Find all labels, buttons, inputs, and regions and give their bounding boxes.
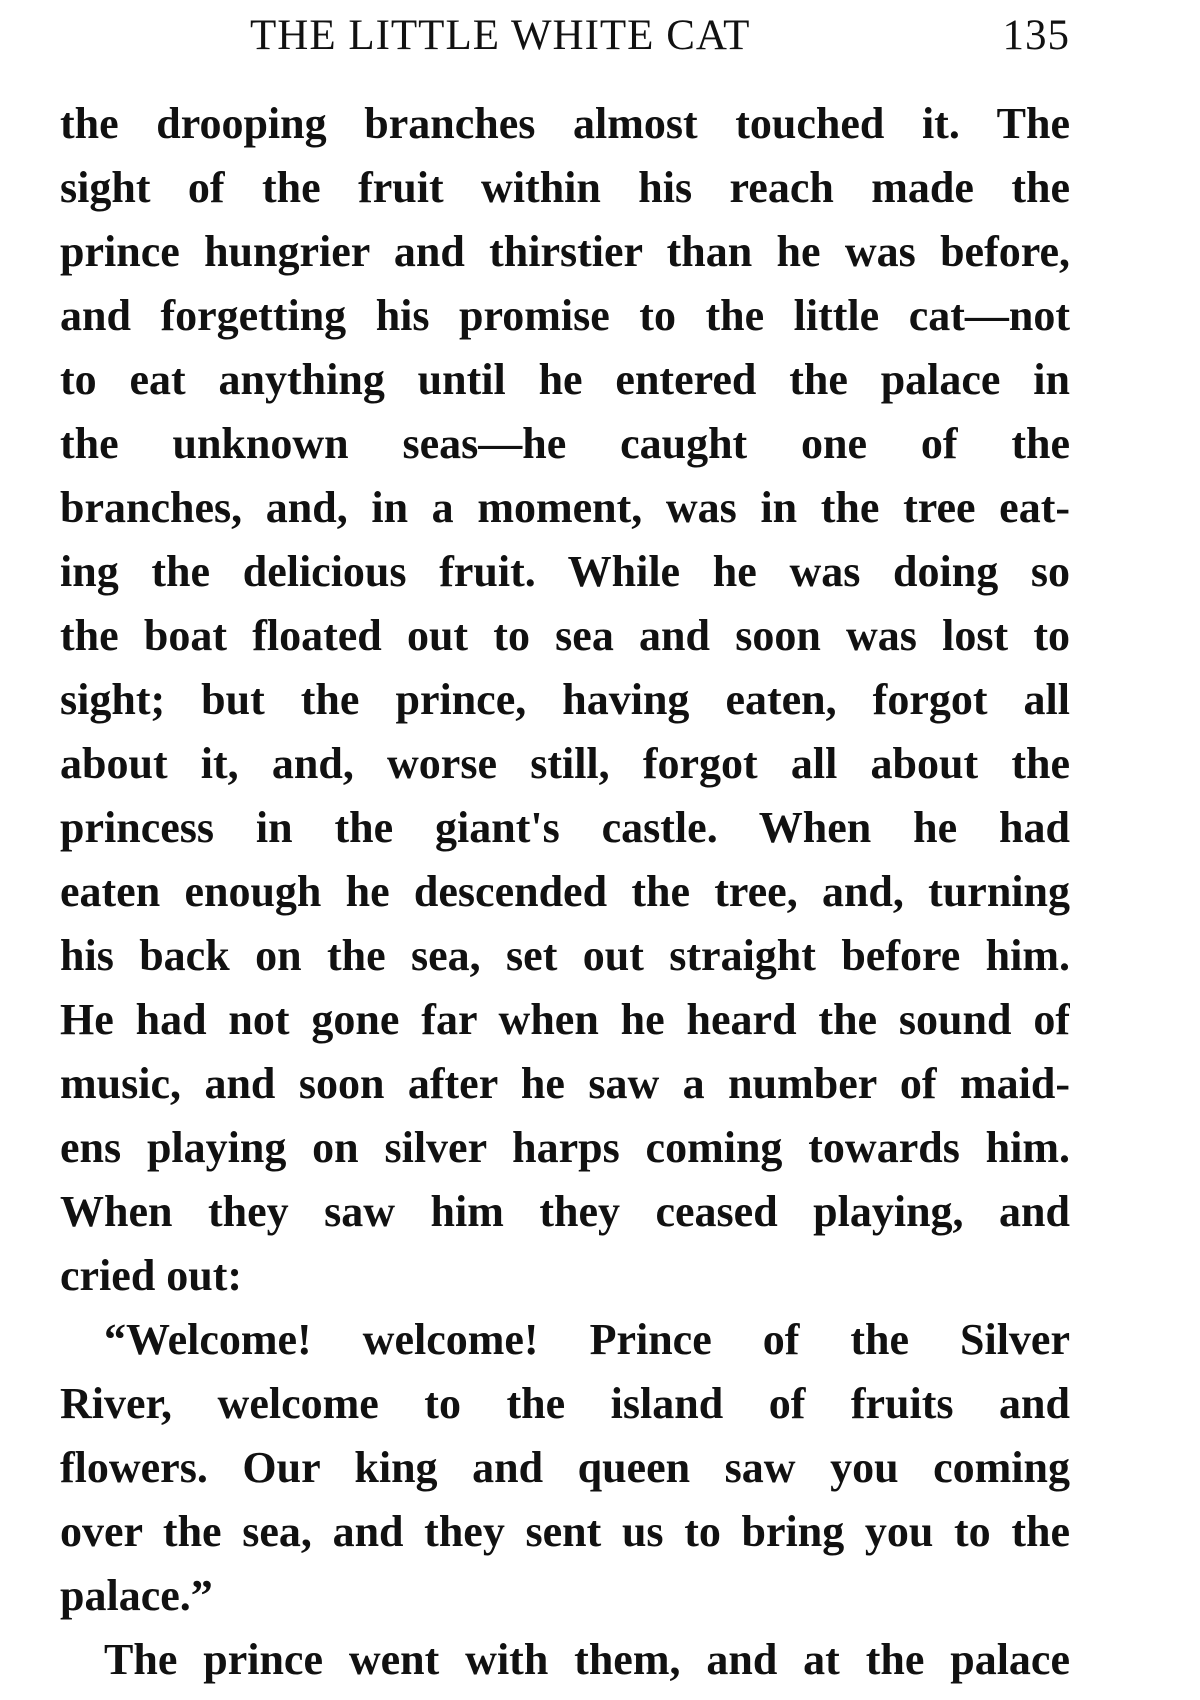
text-line: River, welcome to the island of fruits and	[60, 1379, 1070, 1428]
body-text	[60, 92, 1070, 1692]
text-line: ens playing on silver harps coming towards him.	[60, 1123, 1070, 1172]
text-line: the unknown seas—he caught one of the	[60, 419, 1070, 468]
text-line: branches, and, in a moment, was in the tree eat-	[60, 483, 1070, 532]
text-line: princess in the giant's castle. When he had	[60, 803, 1070, 852]
text-line: the drooping branches almost touched it. The	[60, 99, 1070, 148]
text-line: the boat floated out to sea and soon was lost to	[60, 611, 1070, 660]
text-line: ing the delicious fruit. While he was doing so	[60, 547, 1070, 596]
text-line: about it, and, worse still, forgot all about the	[60, 739, 1070, 788]
text-line: over the sea, and they sent us to bring you to the	[60, 1507, 1070, 1556]
running-title: THE LITTLE WHITE CAT	[250, 12, 751, 59]
text-line: cried out:	[60, 1251, 243, 1300]
text-line: palace.”	[60, 1571, 213, 1620]
text-line: sight; but the prince, having eaten, forgot all	[60, 675, 1070, 724]
text-line: his back on the sea, set out straight before him.	[60, 931, 1070, 980]
running-header	[60, 8, 1070, 64]
text-line: When they saw him they ceased playing, and	[60, 1187, 1070, 1236]
text-line: prince hungrier and thirstier than he was before,	[60, 227, 1070, 276]
text-line: and forgetting his promise to the little cat—not	[60, 291, 1070, 340]
text-line: He had not gone far when he heard the sound of	[60, 995, 1070, 1044]
text-line: flowers. Our king and queen saw you coming	[60, 1443, 1070, 1492]
page-number: 135	[1002, 12, 1070, 59]
text-line: music, and soon after he saw a number of maid-	[60, 1059, 1070, 1108]
text-line: “Welcome! welcome! Prince of the Silver	[104, 1315, 1070, 1364]
text-line: eaten enough he descended the tree, and, turning	[60, 867, 1070, 916]
text-line: to eat anything until he entered the palace in	[60, 355, 1070, 404]
text-line: sight of the fruit within his reach made the	[60, 163, 1070, 212]
text-line: The prince went with them, and at the palace	[104, 1635, 1070, 1684]
